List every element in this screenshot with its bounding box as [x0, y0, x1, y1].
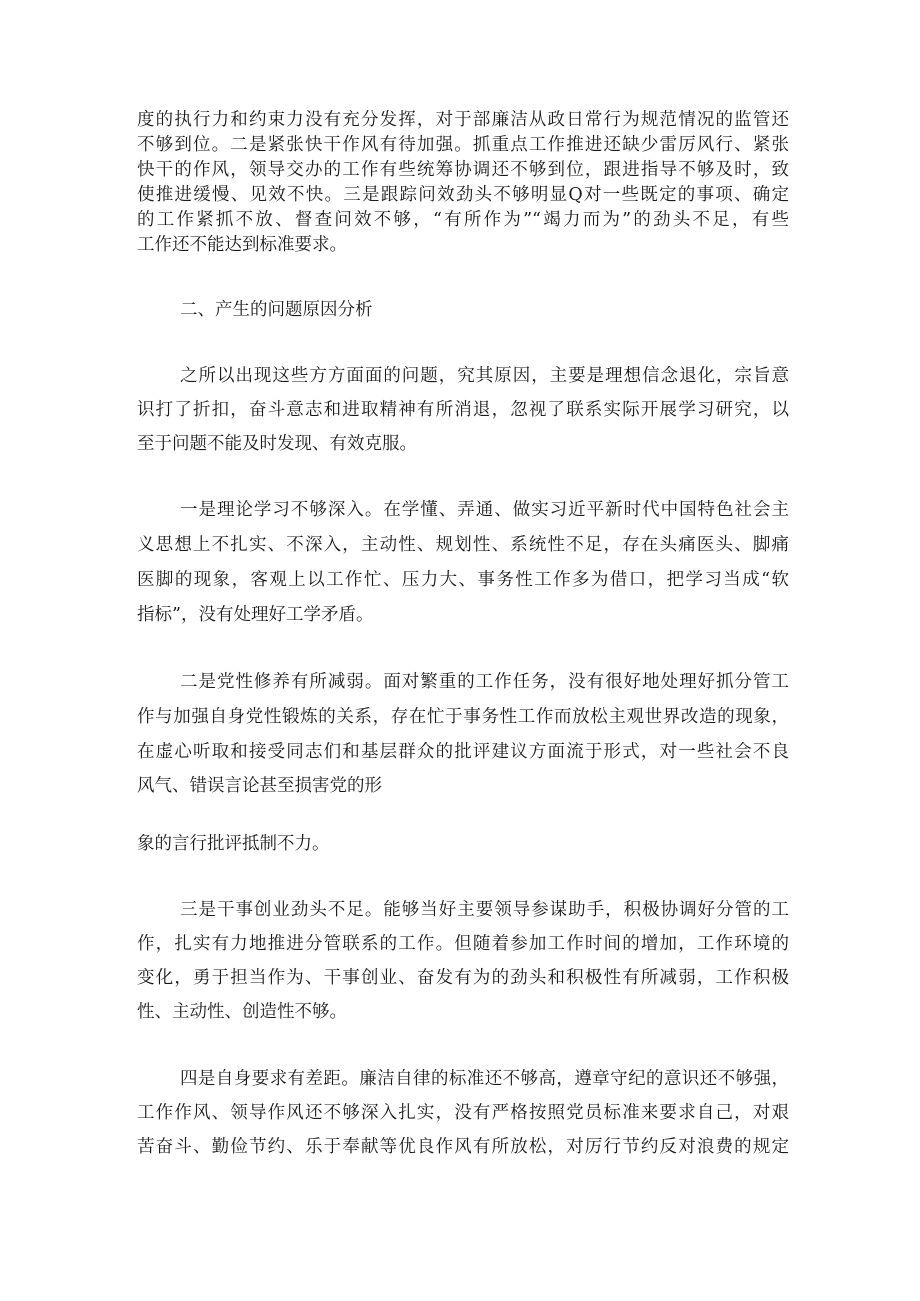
text-line: 二是党性修养有所减弱。面对繁重的工作任务，没有很好地处理好抓分管工: [180, 672, 789, 692]
text-line: 风气、错误言论甚至损害党的形: [137, 776, 382, 796]
text-line: 作，扎实有力地推进分管联系的工作。但随着参加工作时间的增加，工作环境的: [137, 934, 789, 954]
text-line: 使推进缓慢、见效不快。三是跟踪问效劲头不够明显Q对一些既定的事项、确定: [137, 185, 789, 205]
text-line: 度的执行力和约束力没有充分发挥，对于部廉洁从政日常行为规范情况的监管还: [137, 110, 789, 130]
text-line: 在虚心听取和接受同志们和基层群众的批评建议方面流于形式，对一些社会不良: [137, 742, 789, 762]
text-line: 性、主动性、创造性不够。: [137, 1002, 347, 1022]
text-line: 识打了折扣，奋斗意志和进取精神有所消退，忽视了联系实际开展学习研究，以: [137, 400, 789, 420]
text-line: 变化，勇于担当作为、干事创业、奋发有为的劲头和积极性有所减弱，工作积极: [137, 968, 789, 988]
text-line: 的工作紧抓不放、督查问效不够，“有所作为”“竭力而为”的劲头不足，有些: [137, 210, 789, 230]
text-line: 四是自身要求有差距。廉洁自律的标准还不够高，遵章守纪的意识还不够强，: [180, 1069, 789, 1089]
text-line: 快干的作风，领导交办的工作有些统筹协调还不够到位，跟进指导不够及时，致: [137, 160, 789, 180]
text-line: 工作作风、领导作风还不够深入扎实，没有严格按照党员标准来要求自己，对艰: [137, 1103, 789, 1123]
text-line: 作与加强自身党性锻炼的关系，存在忙于事务性工作而放松主观世界改造的现象，: [137, 707, 789, 727]
text-line: 工作还不能达到标准要求。: [137, 235, 347, 255]
text-line: 一是理论学习不够深入。在学懂、弄通、做实习近平新时代中国特色社会主: [180, 500, 789, 520]
text-line: 不够到位。二是紧张快干作风有待加强。抓重点工作推进还缺少雷厉风行、紧张: [137, 135, 789, 155]
text-line: 苦奋斗、勤俭节约、乐于奉献等优良作风有所放松，对厉行节约反对浪费的规定: [137, 1137, 789, 1157]
text-line: 三是干事创业劲头不足。能够当好主要领导参谋助手，积极协调好分管的工: [180, 900, 789, 920]
text-line: 之所以出现这些方方面面的问题，究其原因，主要是理想信念退化，宗旨意: [180, 366, 789, 386]
text-line: 医脚的现象，客观上以工作忙、压力大、事务性工作多为借口，把学习当成“软: [137, 570, 789, 590]
text-line: 至于问题不能及时发现、有效克服。: [137, 434, 417, 454]
text-line: 象的言行批评抵制不力。: [137, 834, 330, 854]
text-line: 指标”，没有处理好工学矛盾。: [137, 605, 374, 625]
section-heading: 二、产生的问题原因分析: [180, 300, 373, 320]
text-line: 义思想上不扎实、不深入，主动性、规划性、系统性不足，存在头痛医头、脚痛: [137, 535, 789, 555]
